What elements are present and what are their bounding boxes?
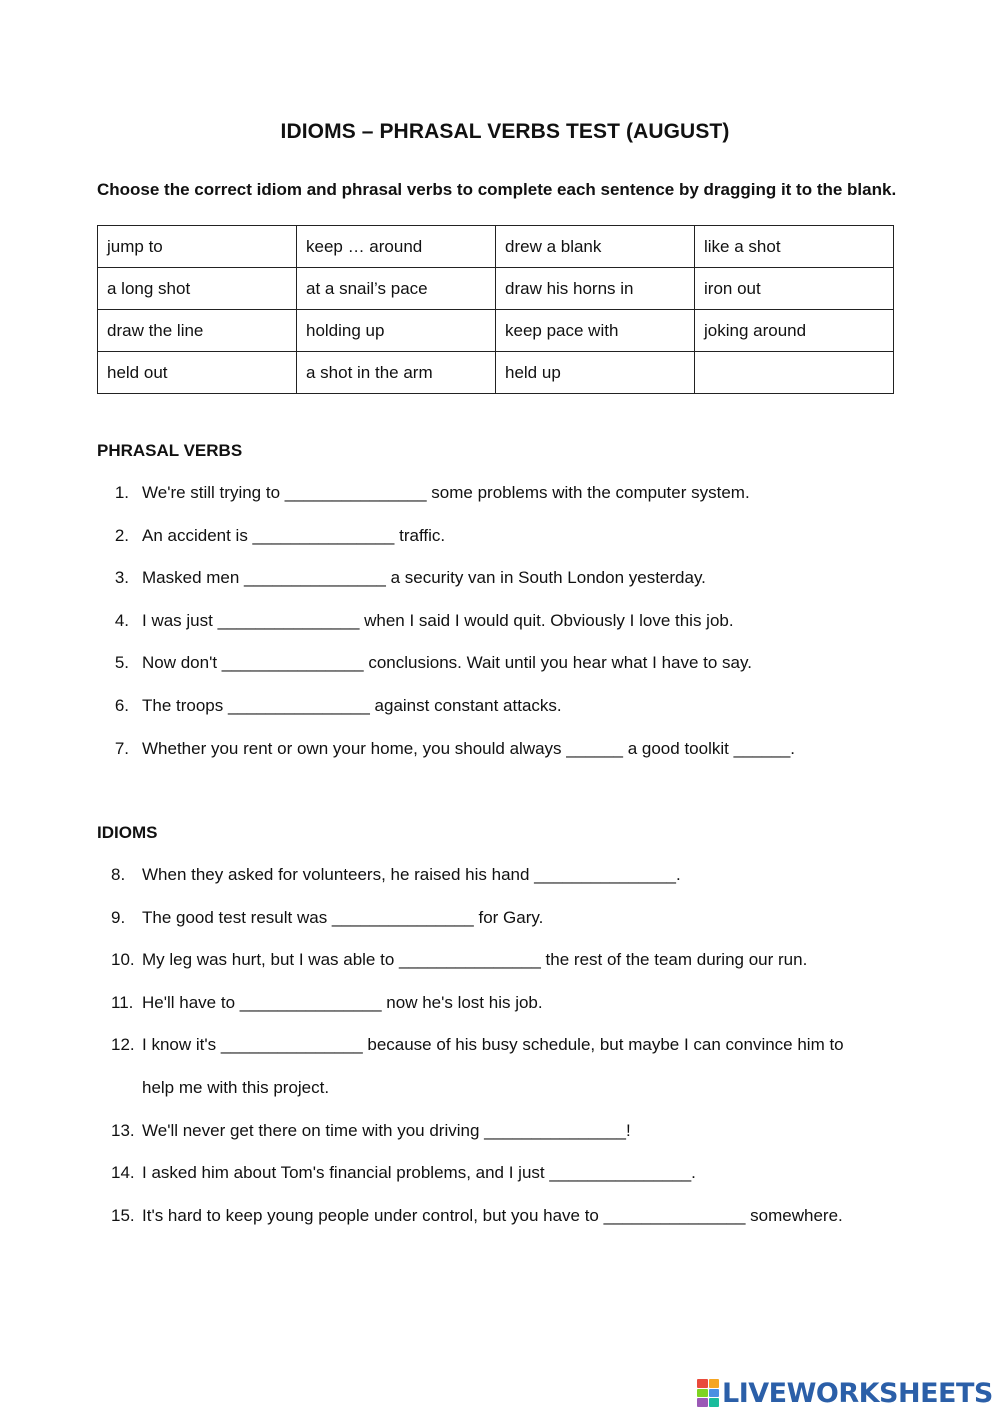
logo-square [697, 1398, 708, 1407]
question-text: I asked him about Tom's financial problems, and I just _______________. [142, 1163, 696, 1183]
question-text: The troops _______________ against constant attacks. [142, 695, 562, 715]
question-item[interactable] [97, 982, 927, 1025]
question-number: 1. [114, 483, 129, 502]
question-item[interactable] [97, 1110, 927, 1153]
question-text: help me with this project. [142, 1077, 330, 1097]
question-item[interactable] [97, 897, 927, 940]
question-text: Masked men _______________ a security van in South London yesterday. [142, 568, 706, 588]
question-item[interactable] [97, 472, 927, 515]
logo-square [709, 1398, 720, 1407]
page-title: IDIOMS – PHRASAL VERBS TEST (AUGUST) [280, 120, 730, 143]
word-bank-item[interactable]: draw the line [98, 310, 297, 352]
logo-square [709, 1389, 720, 1398]
question-text: I know it's _______________ because of his busy schedule, but maybe I can convince him to [142, 1035, 844, 1055]
question-number: 12. [111, 1035, 135, 1055]
liveworksheets-logo[interactable] [697, 1375, 993, 1411]
word-bank-item[interactable]: jump to [98, 226, 297, 268]
idioms-heading: IDIOMS [97, 823, 158, 842]
question-text: The good test result was _______________ for Gary. [142, 907, 544, 927]
word-bank-table [97, 225, 894, 394]
question-item[interactable] [97, 600, 927, 643]
question-number: 5. [114, 653, 129, 673]
question-text: An accident is _______________ traffic. [142, 525, 446, 545]
word-bank-item[interactable]: held out [98, 352, 297, 394]
word-bank-item[interactable]: held up [496, 352, 695, 394]
question-text: Now don't _______________ conclusions. Wait until you hear what I have to say. [142, 653, 752, 673]
question-text: I was just _______________ when I said I would quit. Obviously I love this job. [142, 610, 734, 630]
question-number: 13. [111, 1120, 135, 1140]
word-bank-item[interactable]: like a shot [695, 226, 894, 268]
logo-square [697, 1379, 708, 1388]
word-bank-item[interactable]: at a snail’s pace [297, 268, 496, 310]
question-text: Whether you rent or own your home, you should always ______ a good toolkit ______. [142, 738, 796, 758]
word-bank-item[interactable]: keep … around [297, 226, 496, 268]
word-bank-item[interactable]: keep pace with [496, 310, 695, 352]
word-bank-item[interactable]: drew a blank [496, 226, 695, 268]
word-bank-item[interactable]: holding up [297, 310, 496, 352]
question-item[interactable] [97, 685, 927, 728]
word-bank-empty-cell [695, 352, 894, 394]
question-number: 10. [111, 950, 135, 970]
question-item[interactable] [97, 642, 927, 685]
question-text: He'll have to _______________ now he's lost his job. [142, 992, 543, 1012]
question-text: We're still trying to _______________ some problems with the computer system. [142, 483, 750, 502]
logo-square [697, 1389, 708, 1398]
question-number: 15. [111, 1205, 135, 1225]
phrasal-verbs-heading: PHRASAL VERBS [97, 441, 243, 460]
question-number: 14. [111, 1163, 135, 1183]
phrasal-verbs-list [97, 472, 927, 770]
question-item[interactable] [97, 1024, 927, 1067]
question-number: 9. [111, 907, 126, 927]
question-text: My leg was hurt, but I was able to _______________ the rest of the team during our run. [142, 950, 808, 970]
question-item[interactable] [97, 728, 927, 771]
logo-text: LIVEWORKSHEETS [722, 1377, 993, 1409]
word-bank-item[interactable]: joking around [695, 310, 894, 352]
question-item[interactable] [97, 939, 927, 982]
logo-grid-icon [697, 1379, 719, 1407]
question-text: It's hard to keep young people under control, but you have to _______________ somewhere. [142, 1205, 843, 1225]
question-number: 2. [114, 525, 129, 545]
word-bank-item[interactable]: iron out [695, 268, 894, 310]
question-text: We'll never get there on time with you driving _______________! [142, 1120, 631, 1140]
question-item[interactable] [97, 557, 927, 600]
idioms-list [97, 854, 927, 1237]
word-bank-row [98, 310, 894, 352]
logo-square [709, 1379, 720, 1388]
question-number: 7. [114, 738, 129, 758]
question-item[interactable] [97, 854, 927, 897]
question-number: 4. [114, 610, 129, 630]
question-item[interactable] [97, 515, 927, 558]
question-item[interactable] [97, 1152, 927, 1195]
question-number: 3. [114, 568, 129, 588]
word-bank-row [98, 226, 894, 268]
instructions: Choose the correct idiom and phrasal verbs to complete each sentence by dragging it to the blank. [97, 180, 897, 199]
question-number: 11. [111, 992, 134, 1012]
word-bank-item[interactable]: a shot in the arm [297, 352, 496, 394]
question-item[interactable] [97, 1195, 927, 1238]
question-item-continuation [97, 1067, 927, 1110]
question-number: 6. [114, 695, 129, 715]
question-number: 8. [111, 865, 126, 884]
word-bank-item[interactable]: a long shot [98, 268, 297, 310]
question-text: When they asked for volunteers, he raised his hand _______________. [142, 865, 681, 884]
word-bank-item[interactable]: draw his horns in [496, 268, 695, 310]
word-bank-row [98, 352, 894, 394]
word-bank-row [98, 268, 894, 310]
